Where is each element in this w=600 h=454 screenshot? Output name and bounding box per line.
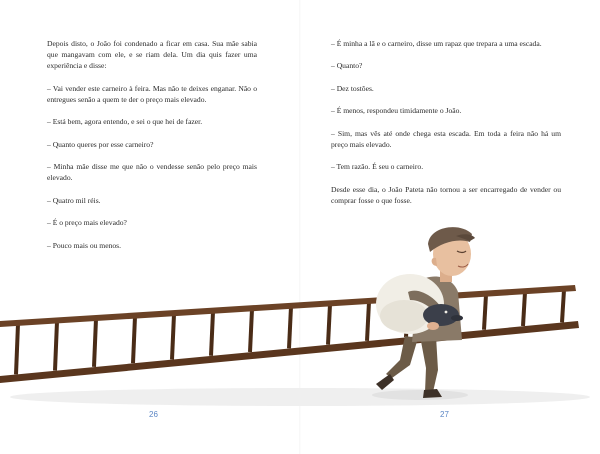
ladder-rung bbox=[16, 324, 18, 374]
boy-hand bbox=[427, 322, 439, 330]
ladder-rung bbox=[367, 302, 369, 341]
boy-shadow bbox=[372, 390, 468, 400]
ladder-rail-top bbox=[0, 285, 576, 327]
paragraph: – É o preço mais elevado? bbox=[47, 218, 127, 228]
boy-back-shoe bbox=[376, 374, 394, 390]
ladder-rung bbox=[484, 295, 486, 330]
ground-shadow bbox=[10, 388, 590, 406]
ladder-rung bbox=[562, 290, 564, 323]
paragraph: – É menos, respondeu timidamente o João. bbox=[331, 106, 462, 116]
ladder-rung bbox=[211, 312, 213, 356]
page-number-left: 26 bbox=[149, 410, 158, 419]
ladder-rung bbox=[328, 304, 330, 344]
paragraph: Depois disto, o João foi condenado a ficar em casa. Sua mãe sabia que mangavam com ele, e se riam dela. Um dia quis fazer uma experiência e disse: bbox=[47, 39, 257, 71]
ladder-rung bbox=[523, 292, 525, 326]
ladder-rung bbox=[55, 321, 57, 370]
ladder-rung bbox=[250, 309, 252, 352]
paragraph: – Minha mãe disse me que não o vendesse senão pelo preço mais elevado. bbox=[47, 162, 257, 183]
sheep-wool-shade bbox=[380, 300, 428, 332]
ladder-rung bbox=[133, 317, 135, 364]
paragraph: – Quanto queres por esse carneiro? bbox=[47, 139, 154, 149]
boy bbox=[376, 227, 475, 398]
sheep-head bbox=[423, 304, 459, 326]
paragraph: – Dez tostões. bbox=[331, 83, 374, 93]
sheep-ear bbox=[451, 315, 463, 321]
paragraph: – Tem razão. É seu o carneiro. bbox=[331, 162, 424, 172]
boy-front-leg bbox=[420, 336, 438, 392]
ladder-rung bbox=[94, 319, 96, 367]
sheep-eye bbox=[445, 311, 448, 314]
ladder-rung bbox=[172, 314, 174, 359]
ladder bbox=[0, 285, 579, 383]
paragraph: – Sim, mas vês até onde chega esta escada. Em toda a feira não há um preço mais elevado. bbox=[331, 128, 561, 149]
paragraph: – Pouco mais ou menos. bbox=[47, 240, 122, 250]
paragraph: – Quatro mil réis. bbox=[47, 195, 101, 205]
page-number-right: 27 bbox=[440, 410, 449, 419]
ladder-rung bbox=[289, 307, 291, 349]
paragraph: – Está bem, agora entendo, e sei o que hei de fazer. bbox=[47, 117, 203, 127]
paragraph: Desde esse dia, o João Pateta não tornou a ser encarregado de vender ou comprar fosse o que fosse. bbox=[331, 184, 561, 205]
paragraph: – É minha a lã e o carneiro, disse um rapaz que trepara a uma escada. bbox=[331, 39, 542, 48]
paragraph: – Vai vender este carneiro à feira. Mas não te deixes enganar. Não o entregues senão a quem te der o preço mais elevado. bbox=[47, 83, 257, 104]
paragraph: – Quanto? bbox=[331, 61, 363, 71]
